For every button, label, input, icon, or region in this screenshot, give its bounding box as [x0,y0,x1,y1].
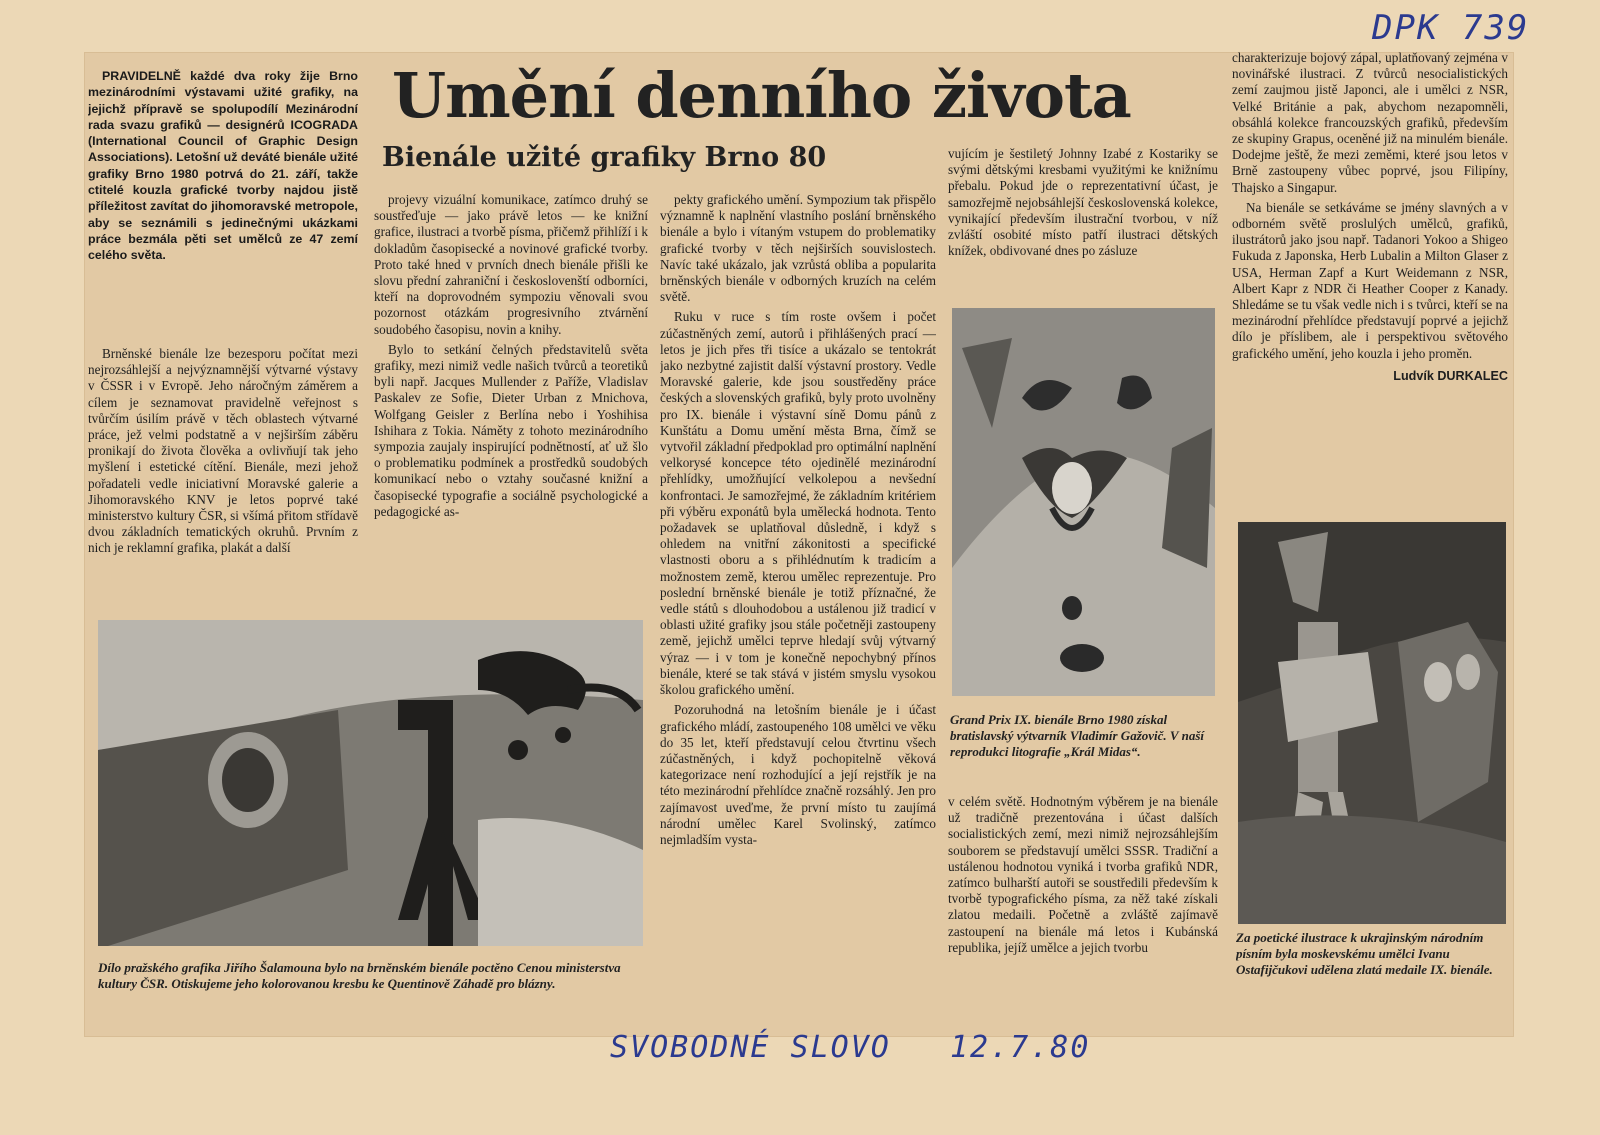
photo-center [952,308,1215,696]
col5-paragraph-1: charakterizuje bojový zápal, uplatňovaný zejména v novinářské ilustraci. Z tvůrců nesocialistických zemí zaujmou jistě Japonci, ale i umělci z NSR, Velké Británie a pak, abychom nezapomněli, obsáhlá kolekce francouzských grafiků, především ze skupiny Grapus, oceněné již na minulém bienále. Dodejme ještě, že mezi zeměmi, které jsou letos v Brně zastoupeny vůbec poprvé, jsou Filipíny, Thajsko a Singapur. [1232,50,1508,195]
source-date: 12.7.80 [950,1030,1091,1065]
subheadline: Bienále užité grafiky Brno 80 [382,142,827,173]
column-2 [374,192,648,612]
col2-paragraph-1: projevy vizuální komunikace, zatímco druhý se soustřeďuje — jako právě letos — ke knižní grafice, ilustraci a tvorbě písma, přičemž přihlíží i k dokladům časopisecké a novinové grafické tvorby. Proto také hned v prvních dnech bienále přišli ke slovu přední zahraniční i českoslovenští odborníci, kteří na doprovodném sympoziu věnovali svou pozornost otázkám progresivního ztvárnění soudobého časopisu, novin a knihy. [374,192,648,337]
caption-center: Grand Prix IX. bienále Brno 1980 získal bratislavský výtvarník Vladimír Gažovič. V naší reprodukci litografie „Král Midas“. [950,712,1204,759]
source-publication: SVOBODNÉ SLOVO [610,1030,891,1065]
col3-paragraph-3: Pozoruhodná na letošním bienále je i účast grafického mládí, zastoupeného 108 umělci ve věku do 35 let, kteří představují celou čtvrtinu všech zúčastněných, i když pochopitelně věková kategorizace není rozhodující a její rejstřík je na této mezinárodní přehlídce značně rozsáhlý. Jen pro zajímavost uveďme, že první místo tu zaujímá národní umělec Karel Svolinský, zatímco nejmladším vysta- [660,702,936,847]
column-1 [88,346,358,612]
archive-code: DPK 739 [1372,8,1530,48]
col4-paragraph-top: vujícím je šestiletý Johnny Izabé z Kostariky se svými dětskými kresbami využitými ke knižnímu přebalu. Pokud jde o reprezentativní účast, je samozřejmě nejobsáhlejší československá kolekce, vynikající především ilustrační tvorbou, v níž zvláští osobité místo patří ilustraci dětských knížek, obdivované dnes po zásluze [948,146,1218,259]
ukrainian-songs-illustration [1238,522,1506,924]
col5-paragraph-2: Na bienále se setkáváme se jmény slavných a v odborném světě proslulých umělců, grafiků, ilustrátorů jako jsou např. Tadanori Yokoo a Shigeo Fukuda z Japonska, Herb Lubalin a Milton Glaser z USA, Herman Zapf a Kurt Weidemann z NSR, Albert Kapr z NDR či Heather Cooper z Kanady. Shledáme se tu však vedle nich i s tvůrci, kteří se na mezinárodní přehlídce představují poprvé a jejichž dílo je příslibem, ale i perspektivou světového grafického umění, jeho kouzla i jeho proměn. [1232,199,1508,361]
photo-left [98,620,643,946]
caption-right: Za poetické ilustrace k ukrajinským národním písním byla moskevskému umělci Ivanu Ostafijčukovi udělena zlatá medaile IX. bienále. [1236,930,1493,977]
column-3 [660,192,936,1000]
col2-paragraph-2: Bylo to setkání čelných představitelů světa grafiky, mezi nimiž vedle našich tvůrců a teoretiků byli např. Jacques Mullender z Paříže, Vladislav Paskalev ze Sofie, Dieter Urban z Mnichova, Wolfgang Geisler z Berlína nebo i Yoshihisa Ishihara z Tokia. Náměty z tohoto mezinárodního sympozia zaujaly inspirující podnětností, ať už šlo o problematiku podmínek a prostředků soudobých komunikací nebo o vztahy současné knižní a časopisecké typografie a sociálně psychologické a pedagogické as- [374,341,648,519]
lead-paragraph: PRAVIDELNĚ každé dva roky žije Brno mezinárodními výstavami užité grafiky, na jejichž přípravě se spolupodílí Mezinárodní rada svazu grafiků — designérů ICOGRADA (International Council of Graphic Design Associations). Letošní už deváté bienále užité grafiky Brno 1980 potrvá do 21. září, takže ctitelé kouzla grafické tvorby najdou jistě příležitost zavítat do jihomoravské metropole, aby se seznámili s jedinečnými ukázkami práce bezmála pěti set umělců ze 47 zemí celého světa. [88,69,358,263]
col3-paragraph-2: Ruku v ruce s tím roste ovšem i počet zúčastněných zemí, autorů i přihlášených prací — letos je jich přes tři tisíce a ukázalo se tentokrát jako nezbytné zajistit další výstavní prostory. Vedle Moravské galerie, kde jsou soustředěny práce českých a slovenských grafiků, byly proto uvolněny pro IX. bienále i výstavní síně Domu pánů z Kunštátu a Domu umění města Brna, čímž se vytvořil základní předpoklad pro optimální naplnění velkorysé koncepce této ojedinělé mezinárodní přehlídky, umožňující velkolepou a nevšední konfrontaci. Je samozřejmé, že základním kritériem při výběru exponátů byla umělecká hodnota. Tento požadavek se uplatňoval důsledně, i když s ohledem na vnitřní zákonitosti a specifické vlastnosti oboru a s přihlédnutím k tradicím a možnostem země, kterou umělec reprezentuje. Pro poslední brněnské bienále je totiž příznačné, že vedle států s dlouhodobou a ustálenou již tradicí v oblasti užité grafiky jsou stále početněji zastoupeny země, jejichž umělci teprve hledají svůj výtvarný výraz — i v tom je konečně nepochybný přínos bienále, které se tak stává v jistém smyslu vysokou školou grafického umění. [660,309,936,698]
column-5 [1232,50,1508,490]
headline: Umění denního života [392,59,1131,132]
col3-paragraph-1: pekty grafického umění. Sympozium tak přispělo významně k naplnění vlastního poslání brněnského bienále a bylo i vítaným vstupem do problematiky grafické tvorby v těch nejširších souvislostech. Navíc také ukázalo, jak vzrůstá obliba a popularita brněnských bienále v odborných kruzích na celém světě. [660,192,936,305]
photo-right [1238,522,1506,924]
column-4-bottom [948,794,1218,1004]
col1-paragraph: Brněnské bienále lze bezesporu počítat mezi nejrozsáhlejší a nejvýznamnější výtvarné výstavy v ČSSR i v Evropě. Jeho náročným záměrem a cílem je seznamovat pravidelně veřejnost s tvůrčím úsilím právě v těch oblastech výtvarné práce, jež velmi podstatně a v nejširším záběru pronikají do života člověka a ovlivňují tak jeho myšlení i estetické cítění. Bienále, mezi jehož pořadateli vedle iniciativní Moravské galerie a Jihomoravského KNV je letos poprvé také ministerstvo kultury ČSR, si všímá přitom střídavě dvou základních tematických okruhů. Prvním z nich je reklamní grafika, plakát a další [88,346,358,556]
caption-left: Dílo pražského grafika Jiřího Šalamouna bylo na brněnském bienále poctěno Cenou ministerstva kultury ČSR. Otiskujeme jeho kolorovanou kresbu ke Quentinově Záhadě pro blázny. [98,960,621,991]
column-4-top [948,146,1218,296]
king-midas-lithograph [952,308,1215,696]
salamoun-drawing [98,620,643,946]
article-lead [88,68,358,343]
col4-paragraph-bottom: v celém světě. Hodnotným výběrem je na bienále už tradičně prezentována i účast dalších socialistických zemí, mezi nimiž nejrozsáhlejším souborem se představují umělci SSSR. Tradiční a ustálenou hodnotou vyniká i tvorba grafiků NDR, zatímco bulharští autoři se soustředili především k tvorbě typografického písma, za něž také získali zlatou medaili. Početně a zvláště zajímavě zastoupení na bienále má letos i Kubánská republika, jejíž umělce a jejich tvorbu [948,794,1218,955]
author-signature: Ludvík DURKALEC [1393,368,1508,383]
